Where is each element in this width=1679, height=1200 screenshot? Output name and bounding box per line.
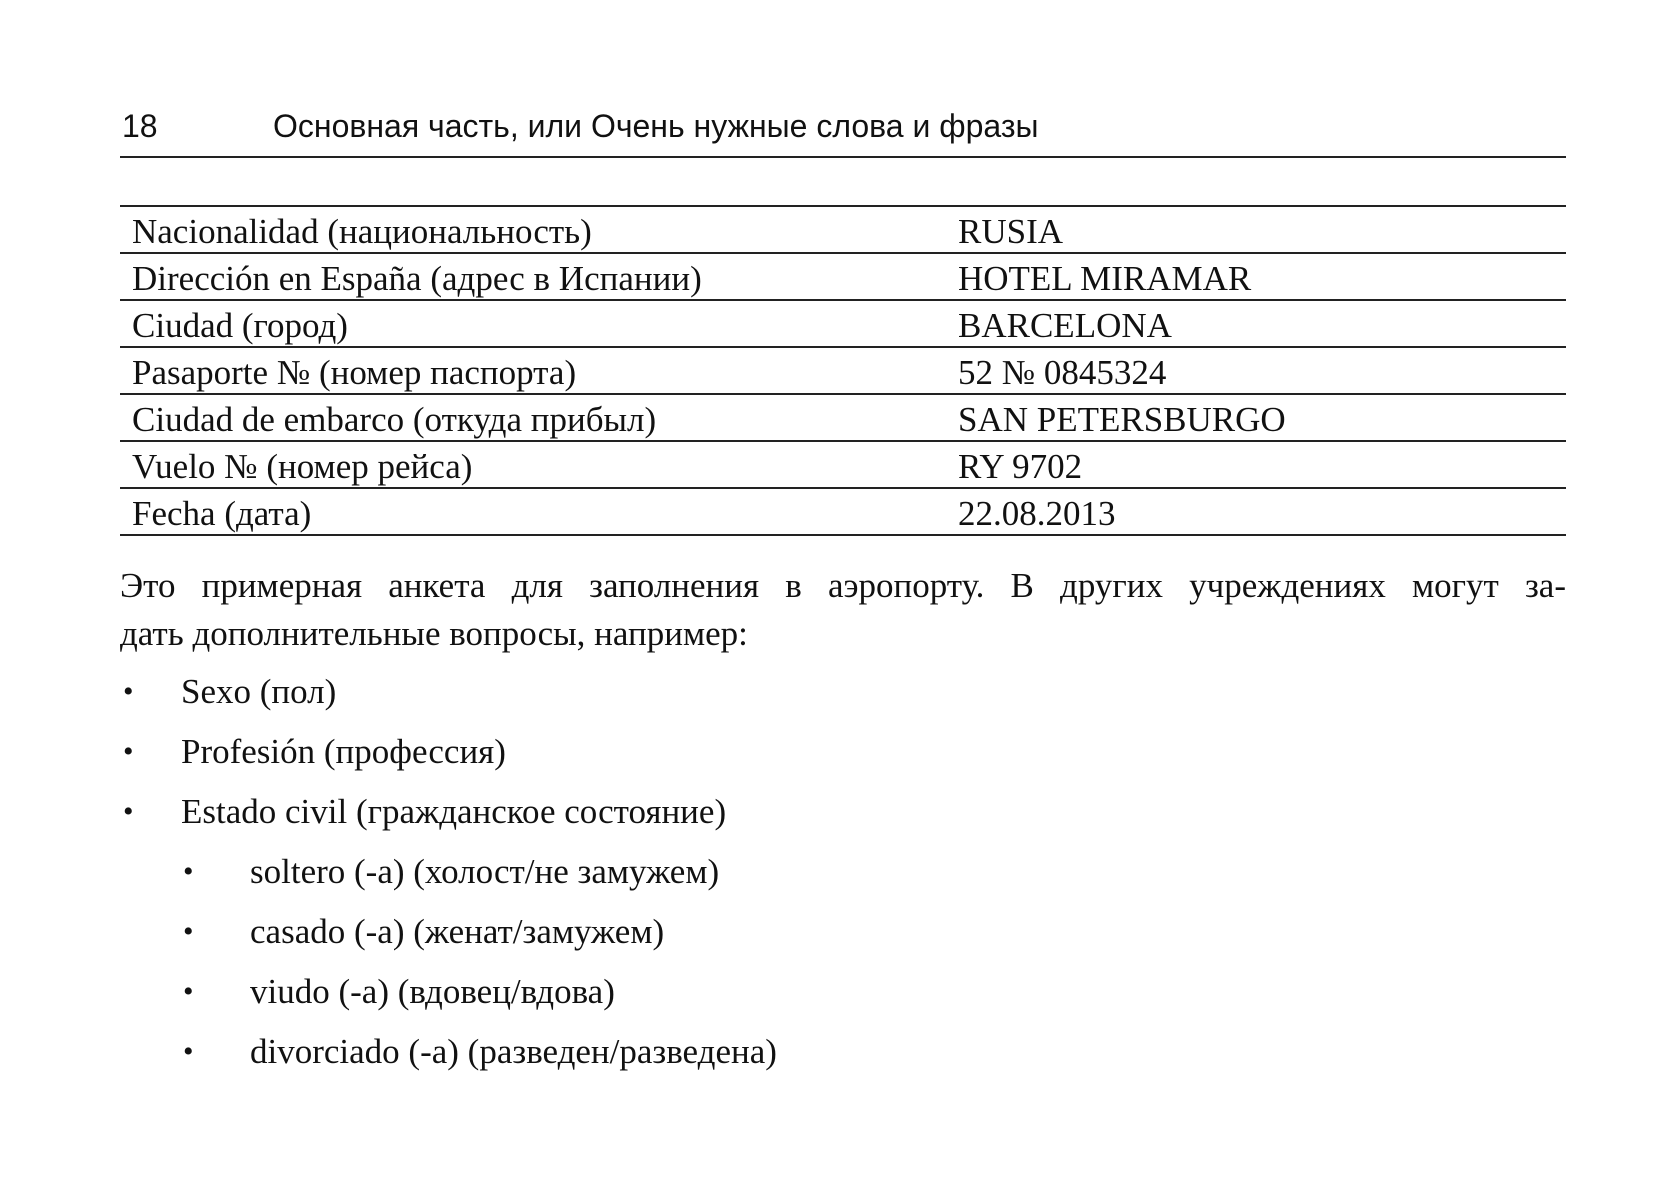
field-value: SAN PETERSBURGO bbox=[958, 400, 1286, 439]
list-item-text: Estado civil (гражданское состояние) bbox=[181, 792, 727, 831]
field-value: 52 № 0845324 bbox=[958, 353, 1167, 392]
bullet-icon: • bbox=[183, 975, 194, 1008]
field-value: RY 9702 bbox=[958, 447, 1083, 486]
bullet-icon: • bbox=[183, 1035, 194, 1068]
list-item-text: Sexo (пол) bbox=[181, 672, 337, 711]
bullet-icon: • bbox=[123, 795, 134, 828]
bullet-icon: • bbox=[123, 735, 134, 768]
field-label: Nacionalidad (национальность) bbox=[132, 212, 592, 251]
table-row bbox=[120, 441, 1566, 488]
field-value: RUSIA bbox=[958, 212, 1064, 251]
table-row bbox=[120, 394, 1566, 441]
field-value: HOTEL MIRAMAR bbox=[958, 259, 1252, 298]
sub-list-item-text: soltero (-a) (холост/не замужем) bbox=[250, 852, 720, 891]
bullet-icon: • bbox=[183, 855, 194, 888]
table-row bbox=[120, 300, 1566, 347]
field-label: Ciudad (город) bbox=[132, 306, 348, 345]
bullet-icon: • bbox=[183, 915, 194, 948]
list-item-text: Profesión (профессия) bbox=[181, 732, 506, 771]
sub-list-item-text: viudo (-a) (вдовец/вдова) bbox=[250, 972, 615, 1011]
field-label: Fecha (дата) bbox=[132, 494, 312, 533]
page-number: 18 bbox=[122, 108, 158, 144]
table-row bbox=[120, 488, 1566, 535]
field-label: Dirección en España (адрес в Испании) bbox=[132, 259, 702, 298]
table-row bbox=[120, 253, 1566, 300]
paragraph-line: Это примерная анкета для заполнения в аэропорту. В других учреждениях могут за- bbox=[120, 566, 1566, 605]
field-label: Vuelo № (номер рейса) bbox=[132, 447, 473, 486]
field-label: Ciudad de embarco (откуда прибыл) bbox=[132, 400, 657, 439]
sub-list-item-text: casado (-a) (женат/замужем) bbox=[250, 912, 665, 951]
page-header bbox=[120, 104, 1566, 158]
running-title: Основная часть, или Очень нужные слова и фразы bbox=[273, 108, 1039, 144]
field-value: BARCELONA bbox=[958, 306, 1172, 345]
intro-paragraph bbox=[120, 562, 1566, 658]
bullet-icon: • bbox=[123, 675, 134, 708]
field-label: Pasaporte № (номер паспорта) bbox=[132, 353, 577, 392]
table-row bbox=[120, 206, 1566, 253]
paragraph-line: дать дополнительные вопросы, например: bbox=[120, 614, 748, 653]
field-value: 22.08.2013 bbox=[958, 494, 1116, 533]
form-table bbox=[120, 205, 1566, 536]
sub-list-item-text: divorciado (-a) (разведен/разведена) bbox=[250, 1032, 777, 1071]
table-row bbox=[120, 347, 1566, 394]
